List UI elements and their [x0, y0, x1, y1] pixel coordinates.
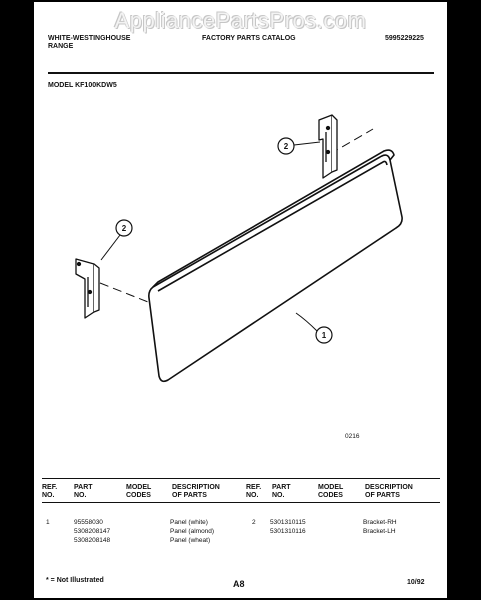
col-header-ref-right: REF. NO.	[246, 484, 262, 499]
brand-line-1: WHITE-WESTINGHOUSE	[48, 35, 131, 42]
panel-inner-line	[158, 161, 387, 291]
part-description: Bracket-LH	[363, 528, 396, 535]
table-top-rule	[42, 478, 440, 479]
figure-code: 0216	[345, 433, 360, 440]
table-header-rule	[42, 502, 440, 503]
callout-label-left: 2	[121, 224, 127, 233]
part-description: Panel (white)	[170, 519, 208, 526]
part-description: Panel (almond)	[170, 528, 215, 535]
part-number: 5301310115	[270, 519, 306, 526]
part-number: 5301310116	[270, 528, 306, 535]
panel-front-face	[149, 155, 402, 381]
page-code: A8	[233, 579, 245, 589]
bracket-lh	[76, 259, 99, 318]
part-number: 95558030	[74, 519, 103, 526]
brand-line-2: RANGE	[48, 43, 74, 50]
part-description: Panel (wheat)	[170, 537, 211, 544]
exploded-diagram	[34, 2, 447, 462]
callout-label-panel: 1	[321, 331, 327, 340]
footer-note: * = Not Illustrated	[46, 577, 104, 584]
col-header-model-left: MODEL CODES	[126, 484, 152, 499]
col-header-model-right: MODEL CODES	[318, 484, 344, 499]
col-header-part-right: PART NO.	[272, 484, 291, 499]
col-header-part-left: PART NO.	[74, 484, 93, 499]
watermark: AppliancePartsPros.com	[114, 8, 367, 33]
catalog-page	[34, 2, 447, 598]
footer-date: 10/92	[407, 579, 425, 586]
row-ref: 1	[46, 519, 50, 526]
callout-label-top: 2	[283, 142, 289, 151]
col-header-ref-left: REF. NO.	[42, 484, 58, 499]
leader-dash-left	[100, 283, 148, 302]
callout-leader-top	[294, 142, 320, 145]
part-number: 5308208148	[74, 537, 111, 544]
row-ref: 2	[252, 519, 256, 526]
model-label: MODEL KF100KDW5	[48, 82, 117, 89]
part-description: Bracket-RH	[363, 519, 397, 526]
col-header-desc-left: DESCRIPTION OF PARTS	[172, 484, 220, 499]
bracket-rh	[319, 115, 337, 178]
col-header-desc-right: DESCRIPTION OF PARTS	[365, 484, 413, 499]
catalog-title: FACTORY PARTS CATALOG	[202, 35, 296, 42]
callout-leader-panel	[296, 313, 317, 331]
catalog-number: 5995229225	[385, 35, 424, 42]
part-number: 5308208147	[74, 528, 111, 535]
callout-leader-left	[101, 235, 120, 260]
